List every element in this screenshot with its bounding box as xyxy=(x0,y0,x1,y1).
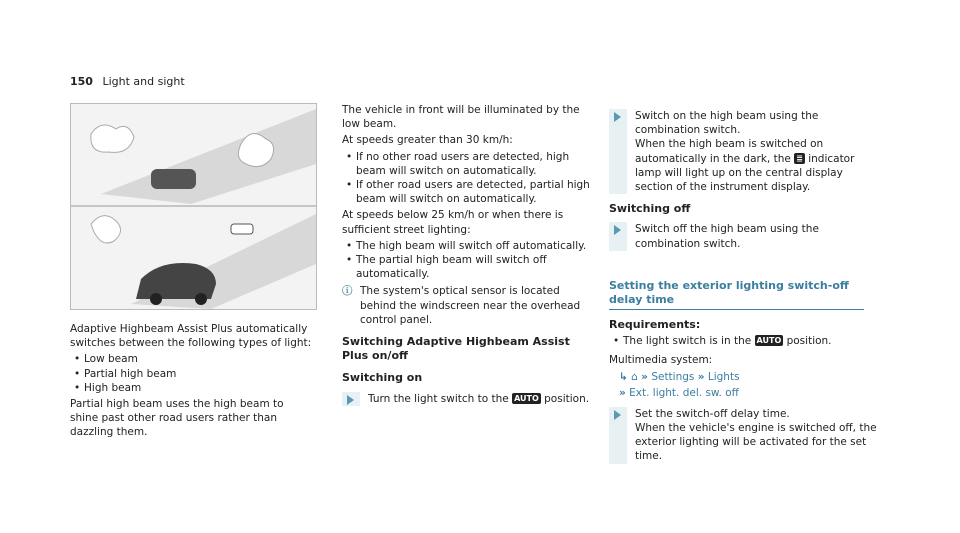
page-header xyxy=(70,75,185,88)
menu-path: ↳ ⌂ » Settings » Lights » Ext. light. del. sw. off xyxy=(619,370,740,399)
list-item: • If no other road users are detected, high beam will switch on automatically. xyxy=(342,150,592,178)
note-text: The system's optical sensor is located behind the windscreen near the overhead control panel. xyxy=(360,285,581,326)
speed-list xyxy=(342,150,592,207)
high-beam-lamp-icon: ≣ xyxy=(796,153,803,163)
info-icon: ⓘ xyxy=(342,285,353,298)
section-heading: Setting the exterior lighting switch-off delay time xyxy=(609,279,864,310)
arrow-right-icon xyxy=(614,112,621,122)
column-middle xyxy=(342,103,592,412)
page-number: 150 xyxy=(70,75,93,88)
auto-icon: AUTO xyxy=(756,336,782,346)
intro-text: Adaptive Highbeam Assist Plus automatically switches between the following types of light: xyxy=(70,323,312,350)
step: Switch off the high beam using the combination switch. xyxy=(609,222,879,250)
partial-beam-text: Partial high beam uses the high beam to shine past other road users rather than dazzling them. xyxy=(70,398,284,439)
auto-icon: AUTO xyxy=(514,393,539,403)
list-item: • The partial high beam will switch off automatically. xyxy=(342,253,592,281)
column-left xyxy=(70,103,315,442)
list-item: • High beam xyxy=(70,381,315,395)
step: Set the switch-off delay time. When the vehicle's engine is switched off, the exterior lighting will be activated for the set time. xyxy=(609,407,879,464)
page-title: Light and sight xyxy=(102,75,185,88)
requirements-heading: Requirements: xyxy=(609,318,701,332)
arrow-right-icon xyxy=(614,225,621,235)
low-speed-list xyxy=(342,239,592,282)
menu-intro: Multimedia system: xyxy=(609,353,713,366)
paragraph: At speeds greater than 30 km/h: xyxy=(342,134,513,147)
menu-lights: Lights xyxy=(707,370,740,383)
note xyxy=(342,284,592,327)
paragraph: The vehicle in front will be illuminated by the low beam. xyxy=(342,104,580,131)
light-types-list xyxy=(70,352,315,395)
road-illustration xyxy=(71,104,316,309)
illustration-highbeam xyxy=(70,103,317,310)
column-right xyxy=(609,103,879,470)
step: Switch on the high beam using the combination switch. When the high beam is switched on automatically in the dark, the ≣ indicator lamp will light up on the central display section of the instrument display. xyxy=(609,109,879,194)
requirements-list xyxy=(609,334,879,348)
heading-switching: Switching Adaptive Highbeam Assist Plus on/off xyxy=(342,335,570,363)
heading-switching-on: Switching on xyxy=(342,371,423,385)
menu-ext-light: Ext. light. del. sw. off xyxy=(629,386,739,399)
list-item: • Low beam xyxy=(70,352,315,366)
menu-settings: Settings xyxy=(651,370,695,383)
list-item: • The high beam will switch off automatically. xyxy=(342,239,592,253)
arrow-right-icon xyxy=(347,395,354,405)
list-item: • If other road users are detected, partial high beam will switch on automatically. xyxy=(342,178,592,206)
list-item: • The light switch is in the AUTO position. xyxy=(609,334,879,348)
list-item: • Partial high beam xyxy=(70,367,315,381)
home-icon: ⌂ xyxy=(631,370,638,383)
arrow-right-icon xyxy=(614,410,621,420)
paragraph: At speeds below 25 km/h or when there is sufficient street lighting: xyxy=(342,209,564,236)
heading-switching-off: Switching off xyxy=(609,202,691,216)
step: Turn the light switch to the AUTO position. xyxy=(342,392,592,406)
